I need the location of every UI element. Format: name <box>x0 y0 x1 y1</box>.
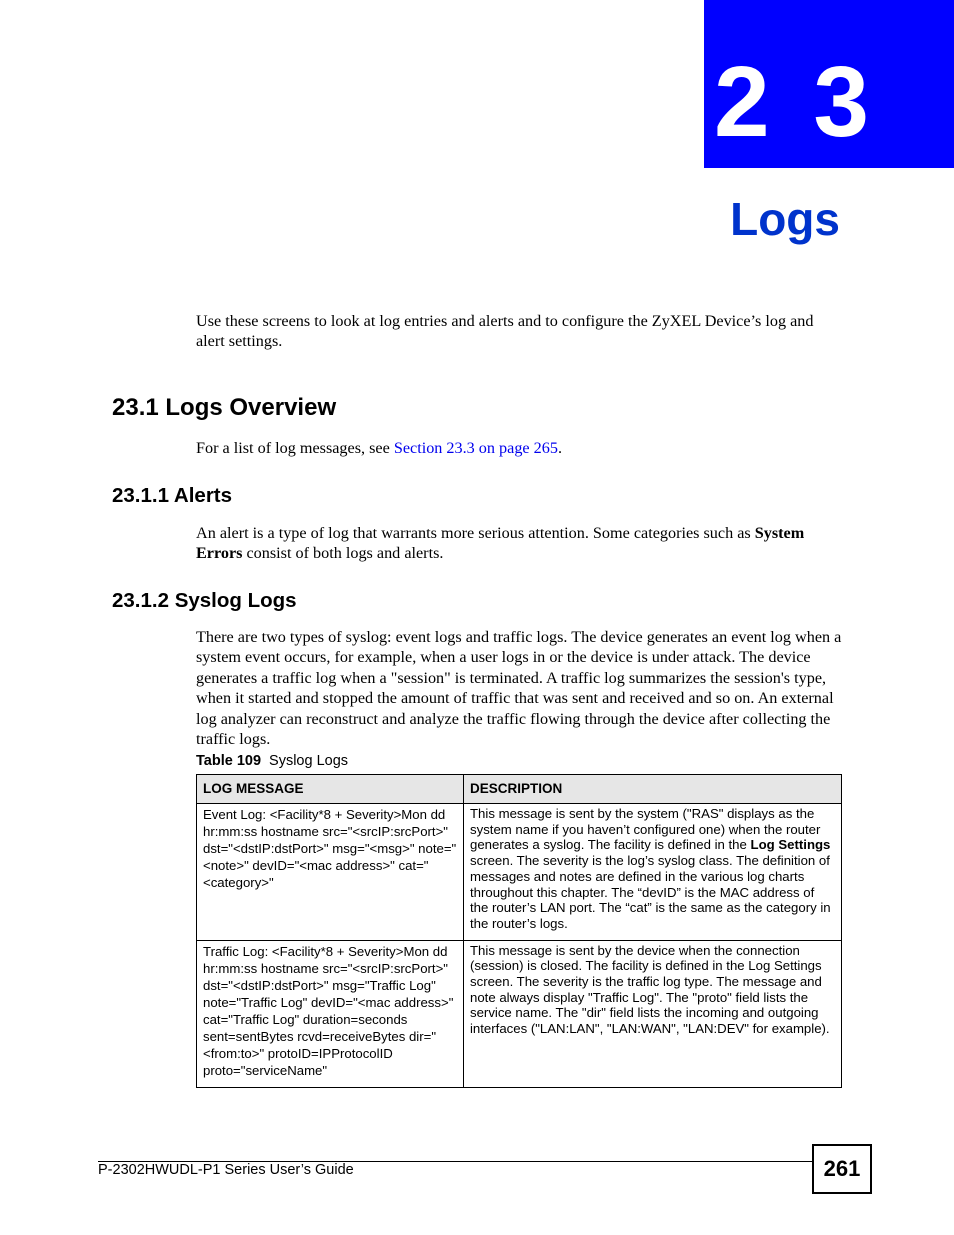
syslog-paragraph: There are two types of syslog: event logs and traffic logs. The device generates an event log when a system event occurs, for example, when a user logs in or the device is under attack. The device generates a traffic log when a "session" is terminated. A traffic log summarizes the session's type, when it started and stopped the amount of traffic that was sent and received and so on. An external log analyzer can reconstruct and analyze the traffic flowing through the device after collecting the traffic logs. <box>196 628 842 749</box>
chapter-number: 2 3 <box>714 46 878 158</box>
overview-text-before: For a list of log messages, see <box>196 439 394 457</box>
syslog-table <box>196 774 842 1088</box>
alerts-bold-term: System Errors <box>196 524 805 563</box>
description-bold-term: Log Settings <box>750 837 831 853</box>
description-cell: This message is sent by the device when the connection (session) is closed. The facility is defined in the Log Settings screen. The severity is the traffic log type. The message and note always display "Traffic Log". The "proto" field lists the service name. The "dir" field lists the incoming and outgoing interfaces ("LAN:LAN", "LAN:WAN", "LAN:DEV" for example). <box>464 940 842 1087</box>
section-heading-logs-overview: 23.1 Logs Overview <box>112 394 337 421</box>
table-row <box>197 940 842 1087</box>
description-text-2: screen. The severity is the log’s syslog class. The definition of messages and notes are defined in the various log charts throughout this chapter. The “devID” is the MAC address of the router’s LAN port. The “cat” is the same as the category in the router’s logs. <box>470 853 831 931</box>
chapter-number-box <box>704 0 954 168</box>
description-cell <box>464 804 842 941</box>
header-description: DESCRIPTION <box>464 775 842 804</box>
section-heading-syslog: 23.1.2 Syslog Logs <box>112 589 297 612</box>
section-heading-alerts: 23.1.1 Alerts <box>112 484 233 507</box>
alerts-paragraph <box>196 523 844 564</box>
log-message-cell: Event Log: <Facility*8 + Severity>Mon dd hr:mm:ss hostname src="<srcIP:srcPort>" dst="<dstIP:dstPort>" msg="<msg>" note="<note>" devID="<mac address>" cat="<category>" <box>197 804 464 941</box>
table-header-row <box>197 775 842 804</box>
footer-guide-title: P-2302HWUDL-P1 Series User’s Guide <box>98 1162 354 1178</box>
alerts-text-2: consist of both logs and alerts. <box>242 544 444 563</box>
alerts-text-1: An alert is a type of log that warrants more serious attention. Some categories such as <box>196 524 755 542</box>
table-caption <box>196 753 348 769</box>
table-caption-label: Table 109 <box>196 753 262 769</box>
description-text-1: This message is sent by the system ("RAS" displays as the system name if you haven’t configured one) when the router generates a syslog. The facility is defined in the <box>470 806 821 853</box>
header-log-message: LOG MESSAGE <box>197 775 464 804</box>
table-row <box>197 804 842 941</box>
log-message-cell: Traffic Log: <Facility*8 + Severity>Mon dd hr:mm:ss hostname src="<srcIP:srcPort>" dst="<dstIP:dstPort>" msg="Traffic Log" note="Traffic Log" devID="<mac address>" cat="Traffic Log" duration=seconds sent=sentBytes rcvd=receiveBytes dir="<from:to>" protoID=IPProtocolID proto="serviceName" <box>197 940 464 1087</box>
section-link[interactable]: Section 23.3 on page 265 <box>393 439 558 457</box>
page-number: 261 <box>812 1144 872 1194</box>
overview-text-after: . <box>557 439 562 457</box>
table-caption-title: Syslog Logs <box>269 753 349 769</box>
intro-paragraph: Use these screens to look at log entries and alerts and to configure the ZyXEL Device’s log and alert settings. <box>196 312 814 351</box>
chapter-title: Logs <box>730 193 840 245</box>
overview-paragraph <box>196 438 844 458</box>
